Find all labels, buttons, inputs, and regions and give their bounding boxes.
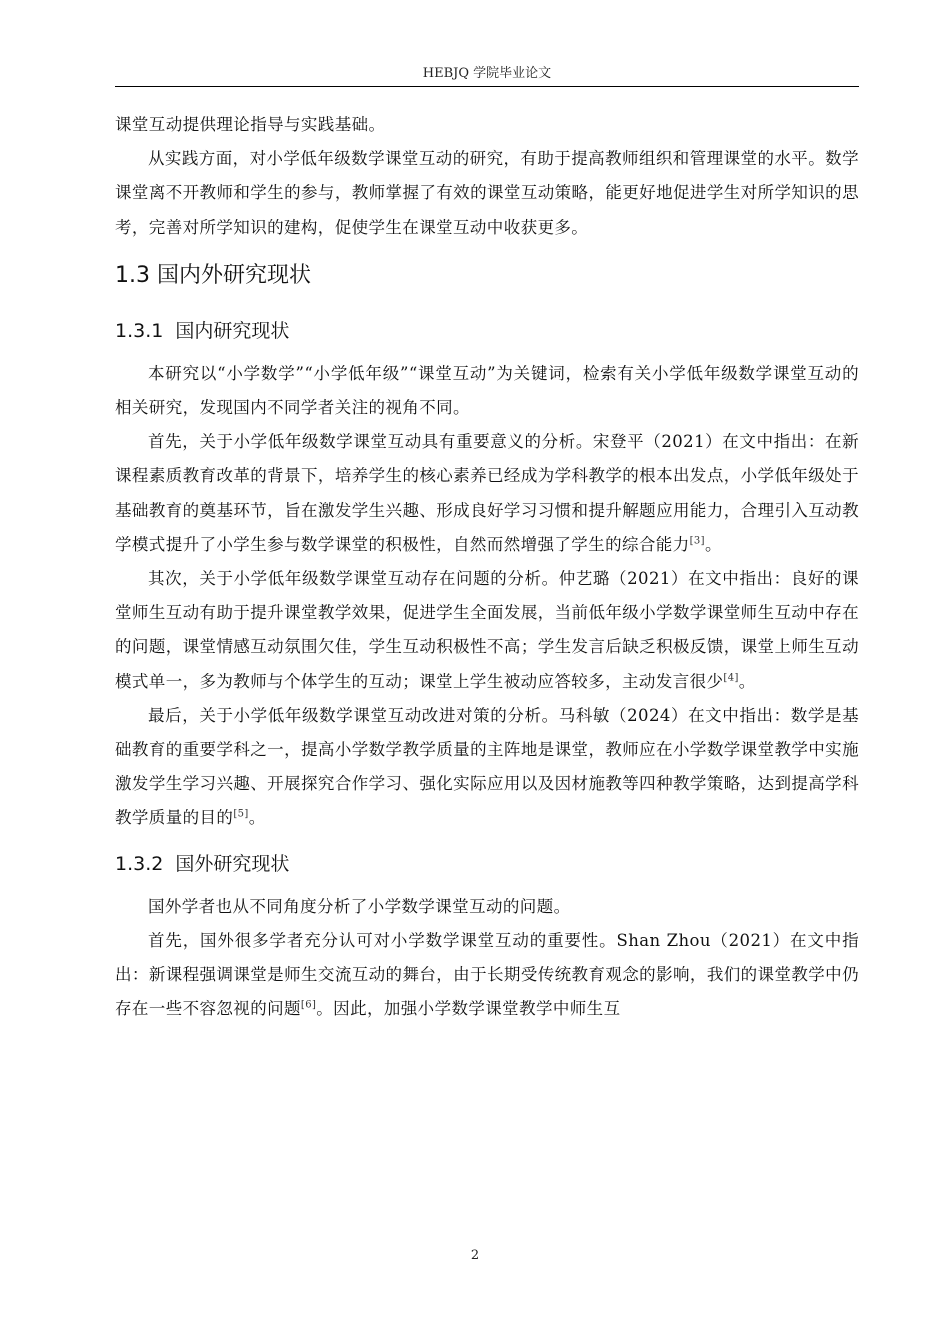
citation-ref-4: [4] [723, 672, 739, 684]
citation-ref-5: [5] [233, 808, 249, 820]
section-heading-1-3: 1.3 国内外研究现状 [115, 262, 311, 288]
paragraph-practice: 从实践方面，对小学低年级数学课堂互动的研究，有助于提高教师组织和管理课堂的水平。数学课堂离不开教师和学生的参与，教师掌握了有效的课堂互动策略，能更好地促进学生对所学知识的思考，完善对所学知识的建构，促使学生在课堂互动中收获更多。 [115, 149, 859, 237]
paragraph-foreign-first [115, 924, 859, 1027]
paragraph-foreign-intro: 国外学者也从不同角度分析了小学数学课堂互动的问题。 [148, 896, 571, 916]
subsection-number: 1.3.1 [115, 319, 164, 342]
subsection-title: 国外研究现状 [175, 852, 290, 875]
paragraph-text: 其次，关于小学低年级数学课堂互动存在问题的分析。仲艺璐（2021）在文中指出：良好的课堂师生互动有助于提升课堂教学效果，促进学生全面发展，当前低年级小学数学课堂师生互动中存在的问题，课堂情感互动氛围欠佳，学生互动积极性不高；学生发言后缺乏积极反馈，课堂上师生互动模式单一，多为教师与个体学生的互动；课堂上学生被动应答较多，主动发言很少 [115, 569, 859, 691]
citation-ref-3: [3] [689, 535, 705, 547]
paragraph-text: 首先，国外很多学者充分认可对小学数学课堂互动的重要性。Shan Zhou（2021）在文中指出：新课程强调课堂是师生交流互动的舞台，由于长期受传统教育观念的影响，我们的课堂教学中仍存在一些不容忽视的问题 [115, 930, 859, 1019]
paragraph-end: 。 [738, 671, 756, 691]
subsection-title: 国内研究现状 [175, 319, 290, 342]
citation-ref-6: [6] [300, 999, 317, 1011]
subsection-heading-1-3-2 [115, 842, 859, 886]
page-body [115, 108, 859, 1026]
paragraph-domestic-third [115, 699, 859, 836]
paragraph-text: 首先，关于小学低年级数学课堂互动具有重要意义的分析。宋登平（2021）在文中指出：在新课程素质教育改革的背景下，培养学生的核心素养已经成为学科教学的根本出发点，小学低年级处于基础教育的奠基环节，旨在激发学生兴趣、形成良好学习习惯和提升解题应用能力，合理引入互动教学模式提升了小学生参与数学课堂的积极性，自然而然增强了学生的综合能力 [115, 432, 859, 554]
paragraph-text: 最后，关于小学低年级数学课堂互动改进对策的分析。马科敏（2024）在文中指出：数学是基础教育的重要学科之一，提高小学数学教学质量的主阵地是课堂，教师应在小学数学课堂教学中实施激发学生学习兴趣、开展探究合作学习、强化实际应用以及因材施教等四种教学策略，达到提高学科教学质量的目的 [115, 705, 859, 828]
paragraph-domestic-first [115, 425, 859, 562]
paragraph-end: 。 [704, 534, 722, 554]
subsection-number: 1.3.2 [115, 852, 164, 875]
page-number: 2 [470, 1248, 480, 1263]
paragraph-domestic-second [115, 562, 859, 699]
paragraph-end: 。 [248, 808, 266, 828]
paragraph-continued: 课堂互动提供理论指导与实践基础。 [115, 115, 386, 134]
running-header: HEBJQ 学院毕业论文 [422, 66, 552, 81]
subsection-heading-1-3-1 [115, 309, 859, 353]
paragraph-domestic-intro: 本研究以“小学数学”“小学低年级”“课堂互动”为关键词，检索有关小学低年级数学课堂互动的相关研究，发现国内不同学者关注的视角不同。 [115, 363, 859, 418]
paragraph-end: 。因此，加强小学数学课堂教学中师生互 [316, 999, 621, 1019]
header-rule [115, 86, 859, 87]
